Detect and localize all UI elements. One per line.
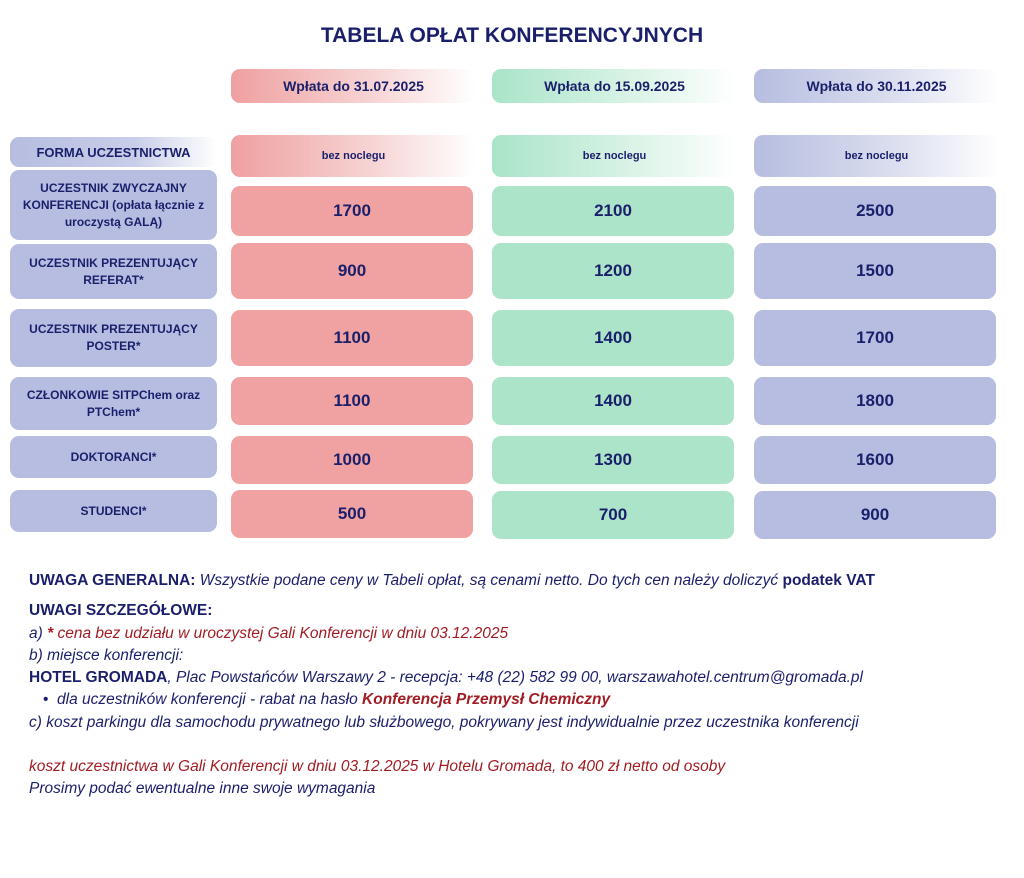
note-a-text: cena bez udziału w uroczystej Gali Konferencji w dniu 03.12.2025 (53, 624, 509, 642)
price-cell: 2500 (754, 186, 996, 236)
general-note-label: UWAGA GENERALNA: (29, 572, 196, 589)
general-note (29, 570, 1009, 592)
page-title: TABELA OPŁAT KONFERENCYJNYCH (320, 24, 704, 47)
column-subheader-1: bez noclegu (231, 135, 476, 177)
column-subheader-2: bez noclegu (492, 135, 737, 177)
note-a-prefix: a) (29, 624, 48, 642)
hotel-info (29, 667, 1009, 689)
column-header-2: Wpłata do 15.09.2025 (492, 69, 737, 103)
row-label: UCZESTNIK PREZENTUJĄCY POSTER* (10, 309, 217, 367)
notes-section (29, 570, 1009, 801)
bullet-dot-icon: • (43, 691, 58, 709)
price-cell: 1500 (754, 243, 996, 299)
price-cell: 1600 (754, 436, 996, 484)
price-cell: 1200 (492, 243, 734, 299)
row-label: CZŁONKOWIE SITPChem oraz PTChem* (10, 377, 217, 430)
price-cell: 1400 (492, 310, 734, 366)
detailed-notes-heading (29, 600, 1009, 622)
general-note-text: Wszystkie podane ceny w Tabeli opłat, są cenami netto. Do tych cen należy doliczyć (195, 572, 783, 589)
discount-bullet (29, 689, 1009, 711)
detailed-notes-label: UWAGI SZCZEGÓŁOWE: (29, 602, 213, 620)
gala-cost: koszt uczestnictwa w Gali Konferencji w dniu 03.12.2025 w Hotelu Gromada, to 400 zł netto od osoby (29, 758, 726, 776)
note-a (29, 623, 1009, 645)
row-label: DOKTORANCI* (10, 436, 217, 478)
requests-note: Prosimy podać ewentualne inne swoje wymagania (29, 780, 376, 798)
price-cell: 1100 (231, 310, 473, 366)
price-cell: 1400 (492, 377, 734, 425)
price-cell: 2100 (492, 186, 734, 236)
note-a-asterisk: * (47, 624, 54, 642)
row-label: UCZESTNIK ZWYCZAJNY KONFERENCJI (opłata łącznie z uroczystą GALĄ) (10, 170, 217, 240)
discount-text: dla uczestników konferencji - rabat na hasło (57, 691, 363, 709)
hotel-name: HOTEL GROMADA (29, 669, 168, 687)
row-label: UCZESTNIK PREZENTUJĄCY REFERAT* (10, 244, 217, 299)
general-note-vat: podatek VAT (782, 572, 875, 589)
discount-password: Konferencja Przemysł Chemiczny (362, 691, 611, 709)
note-b: b) miejsce konferencji: (29, 646, 184, 664)
row-label: STUDENCI* (10, 490, 217, 532)
note-c: c) koszt parkingu dla samochodu prywatnego lub służbowego, pokrywany jest indywidualnie przez uczestnika konferencji (29, 713, 859, 731)
form-header: FORMA UCZESTNICTWA (10, 137, 217, 167)
price-cell: 1700 (231, 186, 473, 236)
price-cell: 1800 (754, 377, 996, 425)
column-subheader-3: bez noclegu (754, 135, 999, 177)
price-cell: 900 (754, 491, 996, 539)
price-cell: 1000 (231, 436, 473, 484)
price-cell: 700 (492, 491, 734, 539)
price-cell: 1300 (492, 436, 734, 484)
price-cell: 500 (231, 490, 473, 538)
column-header-1: Wpłata do 31.07.2025 (231, 69, 476, 103)
price-cell: 900 (231, 243, 473, 299)
price-cell: 1700 (754, 310, 996, 366)
column-header-3: Wpłata do 30.11.2025 (754, 69, 999, 103)
hotel-details: , Plac Powstańców Warszawy 2 - recepcja: +48 (22) 582 99 00, warszawahotel.centrum@gromada.pl (167, 669, 863, 687)
price-cell: 1100 (231, 377, 473, 425)
